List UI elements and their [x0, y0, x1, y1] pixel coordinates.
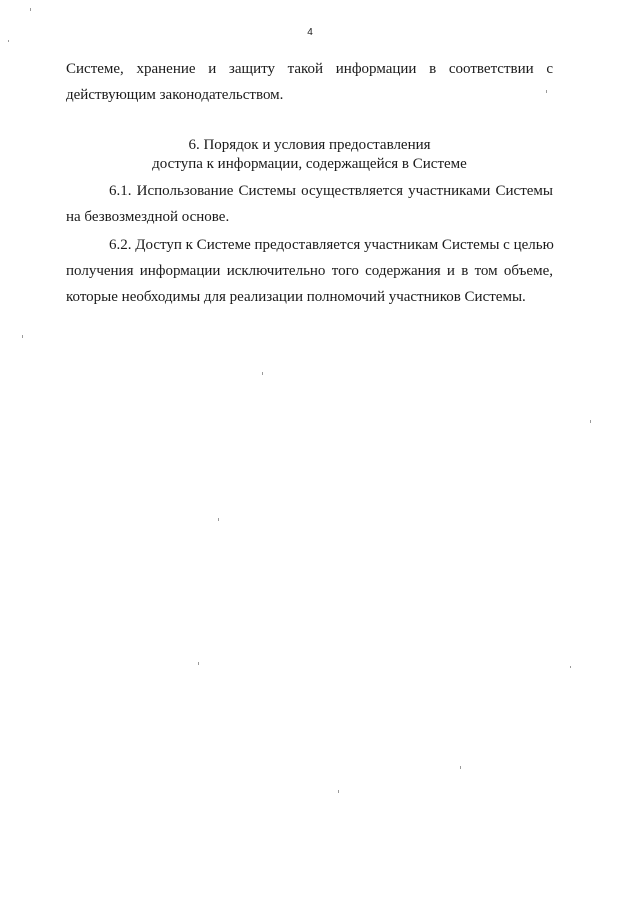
scan-speck	[262, 372, 263, 375]
text-line: 6.2. Доступ к Системе предоставляется участникам Системы с целью	[109, 237, 554, 253]
scan-speck	[570, 666, 571, 668]
scan-speck	[218, 518, 219, 521]
scan-speck	[338, 790, 339, 793]
scan-speck	[30, 8, 31, 11]
page-number: 4	[307, 27, 313, 38]
scan-speck	[546, 90, 547, 93]
text-line: получения информации исключительно того содержания и в том объеме,	[66, 263, 553, 279]
intro-paragraph	[66, 56, 553, 108]
text-line: действующим законодательством.	[66, 87, 284, 103]
section-heading	[66, 136, 553, 174]
scan-speck	[590, 420, 591, 423]
scan-speck	[22, 335, 23, 338]
heading-line: доступа к информации, содержащейся в Системе	[152, 156, 467, 172]
text-line: Системе, хранение и защиту такой информации в соответствии с	[66, 61, 553, 77]
scan-speck	[8, 40, 9, 42]
text-line: которые необходимы для реализации полномочий участников Системы.	[66, 289, 526, 305]
paragraph-6-2	[66, 232, 553, 310]
scan-speck	[198, 662, 199, 665]
text-line: 6.1. Использование Системы осуществляется участниками Системы	[109, 183, 553, 199]
scan-speck	[460, 766, 461, 769]
paragraph-6-1	[66, 178, 553, 230]
text-line: на безвозмездной основе.	[66, 209, 230, 225]
heading-line: 6. Порядок и условия предоставления	[188, 137, 431, 153]
